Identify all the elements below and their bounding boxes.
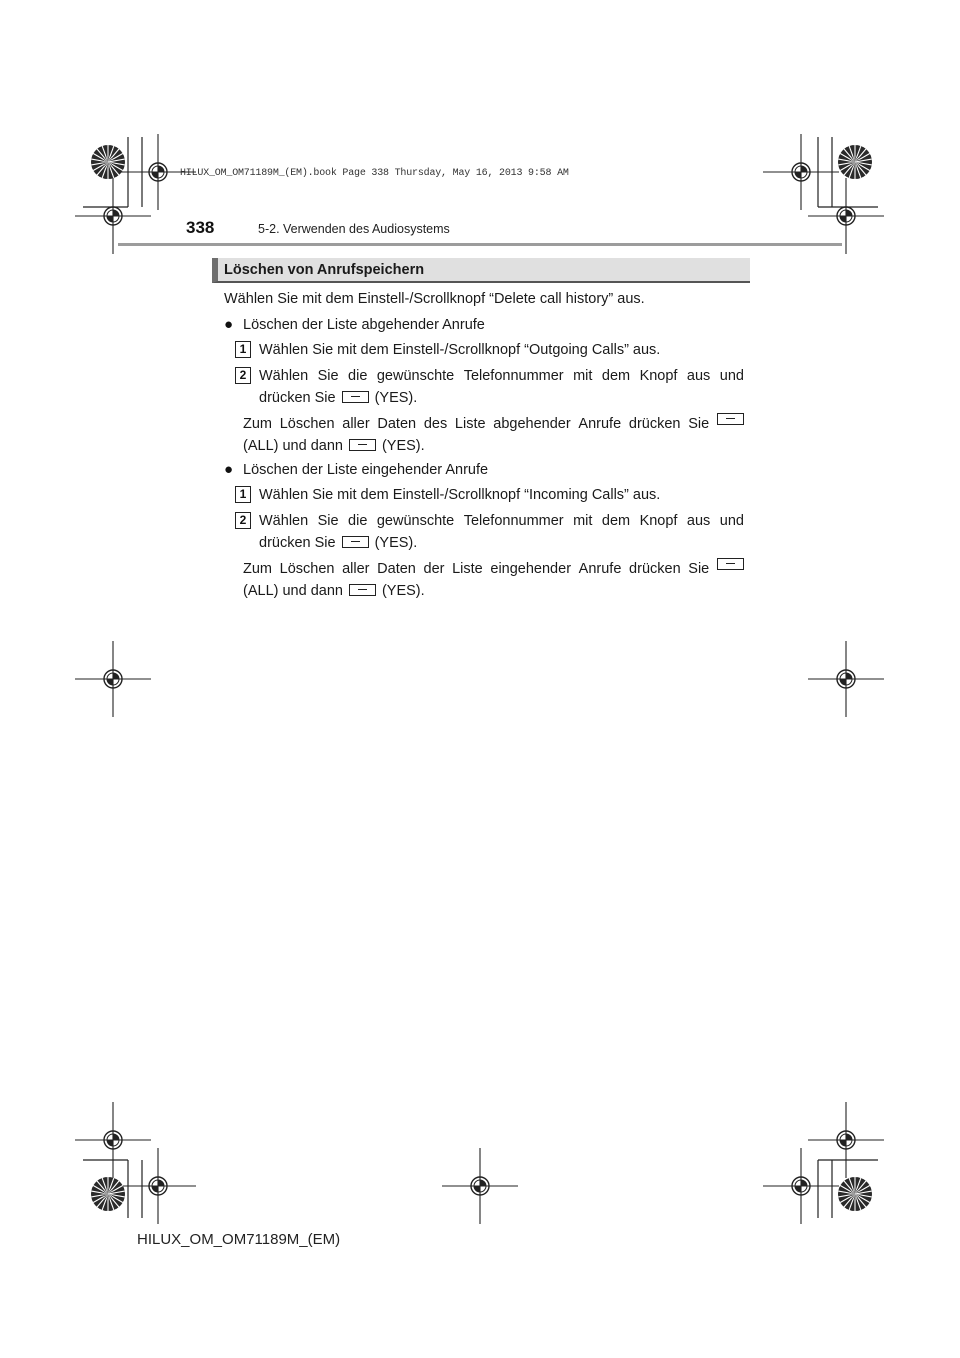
word: Sie (317, 368, 339, 384)
starburst-target-icon (91, 145, 125, 179)
word: Daten (377, 561, 416, 577)
text: (YES). (381, 438, 425, 454)
black-circle-bullet-icon: ● (224, 461, 234, 478)
section-title: 5-2. Verwenden des Audiosystems (258, 222, 450, 236)
preset-button-icon (349, 584, 376, 596)
note-line (243, 581, 425, 601)
note-line (243, 559, 744, 579)
word: drücken (629, 561, 681, 577)
starburst-target-icon (838, 145, 872, 179)
word: Löschen (279, 416, 335, 432)
word: die (348, 513, 368, 529)
word: Knopf (639, 368, 678, 384)
step-text-line (259, 388, 417, 408)
document-code: HILUX_OM_OM71189M_(EM) (137, 1231, 341, 1248)
step-text: Wählen Sie mit dem Einstell-/Scrollknopf “Outgoing Calls” aus. (259, 342, 661, 358)
word: Daten (377, 416, 417, 432)
preset-button-icon (717, 413, 744, 425)
word: dem (601, 513, 631, 529)
word: abgehender (493, 416, 571, 432)
preset-button-icon (342, 391, 369, 403)
word: Wählen (259, 368, 309, 384)
word: gewünschte (376, 513, 455, 529)
word: Sie (317, 513, 339, 529)
step-number-badge: 2 (235, 367, 251, 384)
text: (YES). (374, 535, 418, 551)
word: eingehender (490, 561, 572, 577)
word: des (423, 416, 448, 432)
text: (ALL) und dann (243, 583, 343, 599)
word: Telefonnummer (463, 513, 564, 529)
bullet-incoming-label: Löschen der Liste eingehender Anrufe (243, 462, 489, 478)
word: die (348, 368, 368, 384)
step-text: Wählen Sie mit dem Einstell-/Scrollknopf “Incoming Calls” aus. (259, 487, 661, 503)
header-rule (118, 243, 842, 246)
text: drücken Sie (259, 390, 336, 406)
intro-text: Wählen Sie mit dem Einstell-/Scrollknopf “Delete call history” aus. (224, 291, 645, 307)
black-circle-bullet-icon: ● (224, 316, 234, 333)
registration-mark-icon (442, 1148, 518, 1224)
word: Knopf (639, 513, 678, 529)
word: aller (342, 561, 370, 577)
word: Liste (452, 561, 483, 577)
word: und (719, 513, 744, 529)
registration-mark-icon (763, 134, 839, 210)
note-line (243, 436, 425, 456)
word: und (719, 368, 744, 384)
word: Zum (243, 561, 272, 577)
word: dem (601, 368, 631, 384)
text: drücken Sie (259, 535, 336, 551)
starburst-target-icon (838, 1177, 872, 1211)
step-number-badge: 2 (235, 512, 251, 529)
bullet-outgoing-label: Löschen der Liste abgehender Anrufe (243, 317, 485, 333)
registration-mark-icon (120, 1148, 196, 1224)
word: der (423, 561, 445, 577)
page-number: 338 (186, 218, 215, 237)
step-text-line (259, 366, 744, 386)
preset-button-icon (349, 439, 376, 451)
word: Telefonnummer (463, 368, 564, 384)
book-file-info: HILUX_OM_OM71189M_(EM).book Page 338 Thursday, May 16, 2013 9:58 AM (180, 168, 569, 179)
word: Zum (243, 416, 272, 432)
section-heading: Löschen von Anrufspeichern (224, 262, 425, 278)
step-text-line (259, 511, 744, 531)
text: (ALL) und dann (243, 438, 343, 454)
registration-mark-icon (75, 1102, 151, 1178)
registration-mark-icon (808, 641, 884, 717)
note-line (243, 414, 744, 434)
word: mit (573, 368, 593, 384)
word: Wählen (259, 513, 309, 529)
word: Sie (688, 416, 710, 432)
word: aus (686, 513, 711, 529)
preset-button-icon (342, 536, 369, 548)
preset-button-icon (717, 558, 744, 570)
registration-mark-icon (808, 1102, 884, 1178)
word: aller (342, 416, 370, 432)
starburst-target-icon (91, 1177, 125, 1211)
word: aus (686, 368, 711, 384)
registration-mark-icon (75, 641, 151, 717)
text: (YES). (374, 390, 418, 406)
word: Liste (454, 416, 486, 432)
word: Anrufe (578, 416, 622, 432)
word: mit (573, 513, 593, 529)
step-number-badge: 1 (235, 341, 251, 358)
step-text-line (259, 533, 417, 553)
text: (YES). (381, 583, 425, 599)
word: Sie (688, 561, 710, 577)
word: Löschen (279, 561, 335, 577)
word: gewünschte (376, 368, 455, 384)
word: drücken (628, 416, 681, 432)
step-number-badge: 1 (235, 486, 251, 503)
word: Anrufe (578, 561, 622, 577)
